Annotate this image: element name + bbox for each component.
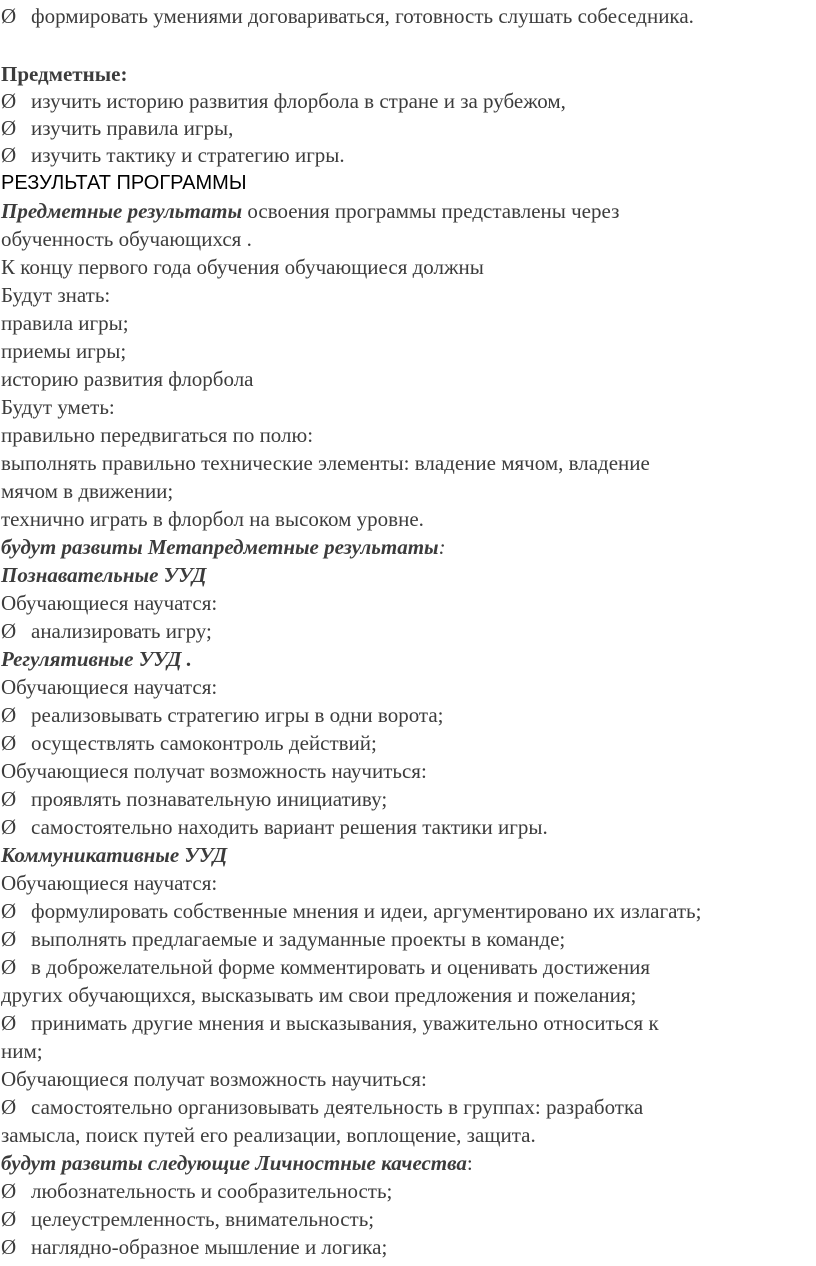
bullet-text: самостоятельно организовывать деятельность в группах: разработка xyxy=(31,1095,644,1119)
bullet-text: выполнять предлагаемые и задуманные проекты в команде; xyxy=(31,927,566,951)
bullet-item xyxy=(1,898,701,925)
bullet-icon: Ø xyxy=(1,619,17,643)
paragraph-line: Обучающиеся получат возможность научиться: xyxy=(1,1067,427,1091)
paragraph-line: Обучающиеся научатся: xyxy=(1,675,218,699)
meta-colon: : xyxy=(438,535,446,559)
paragraph-line: Обучающиеся научатся: xyxy=(1,871,218,895)
bullet-icon: Ø xyxy=(1,1095,17,1119)
section-heading: Предметные: xyxy=(1,62,128,86)
bullet-text: формулировать собственные мнения и идеи, аргументировано их излагать; xyxy=(31,899,702,923)
paragraph-text: освоения программы представлены через xyxy=(242,199,620,223)
paragraph-line xyxy=(1,198,619,225)
bullet-item xyxy=(1,115,233,142)
bullet-text: проявлять познавательную инициативу; xyxy=(31,787,388,811)
paragraph-line: Обучающиеся получат возможность научиться: xyxy=(1,759,427,783)
paragraph-line: Обучающиеся научатся: xyxy=(1,591,218,615)
bullet-text: самостоятельно находить вариант решения тактики игры. xyxy=(31,815,548,839)
bullet-item xyxy=(1,814,548,841)
list-line: технично играть в флорбол на высоком уровне. xyxy=(1,507,424,531)
bullet-icon: Ø xyxy=(1,89,17,113)
cognitive-heading: Познавательные УУД xyxy=(1,563,207,587)
paragraph-line: обученность обучающихся . xyxy=(1,227,252,251)
bullet-item xyxy=(1,1206,374,1233)
bullet-item xyxy=(1,1010,659,1037)
communicative-heading: Коммуникативные УУД xyxy=(1,843,228,867)
bullet-text: в доброжелательной форме комментировать и оценивать достижения xyxy=(31,955,651,979)
bullet-icon: Ø xyxy=(1,4,17,28)
personal-colon: : xyxy=(466,1151,473,1175)
bullet-icon: Ø xyxy=(1,815,17,839)
bullet-item xyxy=(1,142,345,169)
bullet-item xyxy=(1,3,694,30)
bullet-item xyxy=(1,954,650,981)
list-line: приемы игры; xyxy=(1,339,127,363)
personal-heading: будут развиты следующие Личностные качества xyxy=(1,1151,467,1175)
bold-italic-term: Предметные результаты xyxy=(1,199,243,223)
meta-heading-line xyxy=(1,534,446,561)
bullet-icon: Ø xyxy=(1,1235,17,1259)
paragraph-line: Будут уметь: xyxy=(1,395,115,419)
bullet-item xyxy=(1,702,444,729)
meta-heading: будут развиты Метапредметные результаты xyxy=(1,535,439,559)
bullet-text: формировать умениями договариваться, готовность слушать собеседника. xyxy=(31,4,694,28)
bullet-icon: Ø xyxy=(1,1207,17,1231)
bullet-item xyxy=(1,1178,392,1205)
list-line: мячом в движении; xyxy=(1,479,174,503)
list-line: правила игры; xyxy=(1,311,129,335)
bullet-icon: Ø xyxy=(1,116,17,140)
bullet-item xyxy=(1,618,212,645)
bullet-continuation: замысла, поиск путей его реализации, воплощение, защита. xyxy=(1,1123,536,1147)
list-line: историю развития флорбола xyxy=(1,367,254,391)
bullet-item xyxy=(1,730,377,757)
bullet-item xyxy=(1,926,565,953)
bullet-icon: Ø xyxy=(1,1011,17,1035)
personal-heading-line xyxy=(1,1150,473,1177)
bullet-icon: Ø xyxy=(1,955,17,979)
bullet-item xyxy=(1,1094,643,1121)
bullet-text: любознательность и сообразительность; xyxy=(31,1179,393,1203)
bullet-text: принимать другие мнения и высказывания, уважительно относиться к xyxy=(31,1011,659,1035)
regulatory-heading: Регулятивные УУД . xyxy=(1,647,192,671)
bullet-text: анализировать игру; xyxy=(31,619,212,643)
bullet-icon: Ø xyxy=(1,927,17,951)
bullet-text: изучить правила игры, xyxy=(31,116,234,140)
bullet-item xyxy=(1,786,387,813)
results-heading: РЕЗУЛЬТАТ ПРОГРАММЫ xyxy=(1,172,247,194)
bullet-icon: Ø xyxy=(1,143,17,167)
list-line: выполнять правильно технические элементы: владение мячом, владение xyxy=(1,451,650,475)
bullet-continuation: ним; xyxy=(1,1039,43,1063)
bullet-text: целеустремленность, внимательность; xyxy=(31,1207,375,1231)
bullet-text: наглядно-образное мышление и логика; xyxy=(31,1235,388,1259)
paragraph-line: К концу первого года обучения обучающиеся должны xyxy=(1,255,484,279)
bullet-icon: Ø xyxy=(1,899,17,923)
bullet-icon: Ø xyxy=(1,703,17,727)
list-line: правильно передвигаться по полю: xyxy=(1,423,314,447)
bullet-icon: Ø xyxy=(1,731,17,755)
bullet-continuation: других обучающихся, высказывать им свои предложения и пожелания; xyxy=(1,983,637,1007)
bullet-text: реализовывать стратегию игры в одни ворота; xyxy=(31,703,444,727)
bullet-icon: Ø xyxy=(1,1179,17,1203)
bullet-text: изучить историю развития флорбола в стране и за рубежом, xyxy=(31,89,566,113)
bullet-icon: Ø xyxy=(1,787,17,811)
bullet-item xyxy=(1,1234,387,1261)
paragraph-line: Будут знать: xyxy=(1,283,111,307)
bullet-text: изучить тактику и стратегию игры. xyxy=(31,143,345,167)
bullet-text: осуществлять самоконтроль действий; xyxy=(31,731,377,755)
bullet-item xyxy=(1,88,566,115)
